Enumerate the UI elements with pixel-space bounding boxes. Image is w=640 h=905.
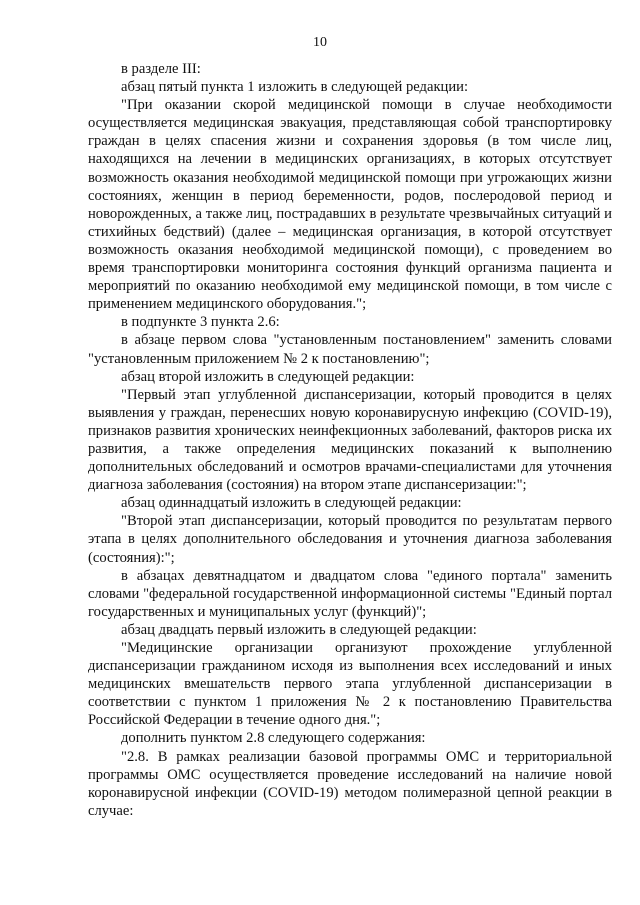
paragraph-quoted-text: "При оказании скорой медицинской помощи в случае необходимости осуществляется медицинская эвакуация, представляющая собой транспортировку граждан в целях спасения жизни и сохранения здоровья (в том числе лиц, находящихся на лечении в медицинских организациях, в которых отсутствует возможность оказания необходимой медицинской помощи при угрожающих жизни состояниях, женщин в период беременности, родов, послеродовой период и новорожденных, а также лиц, пострадавших в результате чрезвычайных ситуаций и стихийных бедствий) (далее – медицинская организация, в которой отсутствует возможность оказания необходимой медицинской помощи), с проведением во время транспортировки мониторинга состояния функций организма пациента и мероприятий по оказанию необходимой ему медицинской помощи, в том числе с применением медицинского оборудования.";	[88, 97, 612, 313]
paragraph-instruction: абзац одиннадцатый изложить в следующей редакции:	[121, 495, 462, 512]
paragraph-instruction: в абзацах девятнадцатом и двадцатом слова "единого портала" заменить словами "федеральной государственной информационной системы "Единый портал государственных и муниципальных услуг (функций)";	[88, 567, 612, 620]
paragraph-instruction: абзац двадцать первый изложить в следующей редакции:	[121, 621, 477, 638]
paragraph-instruction: абзац второй изложить в следующей редакции:	[121, 368, 415, 385]
paragraph-section-heading: в разделе III:	[121, 61, 201, 77]
paragraph-quoted-text: "Второй этап диспансеризации, который проводится по результатам первого этапа в целях дополнительного обследования и уточнения диагноза заболевания (состояния):";	[88, 513, 612, 566]
paragraph-instruction: в подпункте 3 пункта 2.6:	[121, 314, 280, 331]
paragraph-instruction: дополнить пунктом 2.8 следующего содержания:	[121, 730, 426, 747]
paragraph-quoted-text: "2.8. В рамках реализации базовой программы ОМС и территориальной программы ОМС осуществляется проведение исследований на наличие новой коронавирусной инфекции (COVID-19) методом полимеразной цепной реакции в случае:	[88, 748, 612, 819]
paragraph-quoted-text: "Медицинские организации организуют прохождение углубленной диспансеризации гражданином исходя из выполнения всех исследований и иных медицинских вмешательств первого этапа углубленной диспансеризации в соответствии с пунктом 1 приложения № 2 к постановлению Правительства Российской Федерации в течение одного дня.";	[88, 640, 612, 729]
paragraph-instruction: абзац пятый пункта 1 изложить в следующей редакции:	[121, 79, 469, 96]
page-number: 10	[313, 35, 327, 50]
paragraph-instruction: в абзаце первом слова "установленным постановлением" заменить словами "установленным приложением № 2 к постановлению";	[88, 332, 612, 367]
paragraph-quoted-text: "Первый этап углубленной диспансеризации, который проводится в целях выявления у граждан, перенесших новую коронавирусную инфекцию (COVID-19), признаков развития хронических неинфекционных заболеваний, факторов риска их развития, а также определения медицинских показаний к выполнению дополнительных обследований и осмотров врачами-специалистами для уточнения диагноза заболевания (состояния) на втором этапе диспансеризации:";	[88, 386, 612, 494]
document-body	[88, 60, 612, 820]
